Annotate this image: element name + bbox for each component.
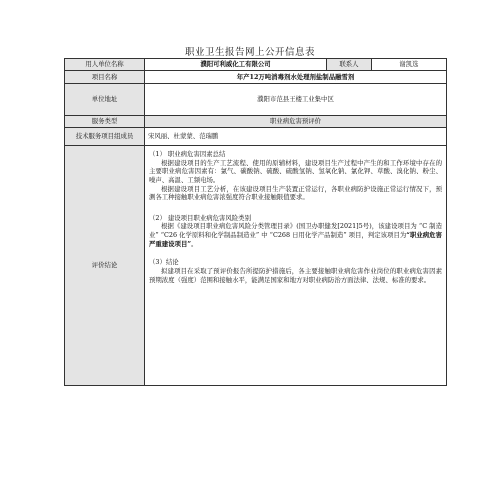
- row-service: [65, 116, 447, 128]
- row-project: [65, 71, 447, 84]
- section1-paragraph2: 根据建设项目工艺分析，在该建设项目生产装置正常运行，各职业病防护设施正常运行情况下，预测各工种接触职业病危害浓强度符合职业接触限值要求。: [149, 184, 442, 202]
- evaluation-content: [145, 146, 447, 386]
- section1-paragraph1: 根据建设项目的生产工艺流程、使用的原辅材料，建设项目生产过程中产生的和工作环境中存在的主要职业病危害因素有：氯气、碳酸钠、硫酸、硫酸氢钠、氢氧化钠、氯化钾、草酸、溴化钠、粉尘、噪声、高温、工频电场。: [149, 158, 442, 184]
- section2-paragraph: [149, 222, 442, 248]
- employer-label: 用人单位名称: [65, 59, 145, 71]
- section1-title: （1） 职业病危害因素总结: [149, 150, 226, 158]
- info-table: [64, 58, 447, 386]
- row-address: [65, 84, 447, 116]
- section2-end: 。: [191, 239, 198, 248]
- contact-label: 联系人: [327, 59, 372, 71]
- section2-title: （2） 建设项目职业病危害风险类别: [149, 213, 251, 222]
- service-value: 职业病危害预评价: [145, 116, 447, 128]
- section3-paragraph: 拟建项目在采取了预评价报告所提防护措施后，各主要接触职业病危害作业岗位的职业病危害因素预期浓度（强度）范围和接触水平，能满足国家和地方对职业病防治方面法律、法规、标准的要求。: [149, 267, 442, 284]
- address-value: 濮阳市范县王楼工业集中区: [145, 84, 447, 116]
- page-title: 职业卫生报告网上公开信息表: [184, 47, 315, 58]
- row-employer: [65, 59, 447, 71]
- experts-value: 宋风丽、杜蒙蒙、范瑞鹏: [145, 128, 447, 146]
- section2-risk-class: “职业病危害严重建设项目”: [149, 231, 442, 248]
- spacer: [149, 202, 442, 214]
- row-evaluation: [65, 146, 447, 386]
- section3-title: （3）结论: [149, 258, 179, 267]
- row-experts: [65, 128, 447, 146]
- service-label: 服务类型: [65, 116, 145, 128]
- section2-text: 根据《建设项目职业病危害风险分类管理目录》(国卫办职健发[2021]5号)，该建设项目为 “C 制造业” “C26 化学原料和化学制品制造业” 中 “C268 日用化学产品制造” 项目，判定该项目为: [149, 222, 442, 240]
- experts-label: 技术服务项目组成员: [65, 128, 145, 146]
- contact-value: 谢凯选: [372, 59, 447, 71]
- employer-value: 濮阳可利威化工有限公司: [145, 59, 327, 71]
- project-label: 项目名称: [65, 71, 145, 84]
- address-label: 单位地址: [65, 84, 145, 116]
- evaluation-label: 评价结论: [65, 146, 145, 386]
- project-value: 年产12万吨消毒剂水处理剂盐制品融雪剂: [145, 71, 447, 84]
- spacer: [149, 248, 442, 258]
